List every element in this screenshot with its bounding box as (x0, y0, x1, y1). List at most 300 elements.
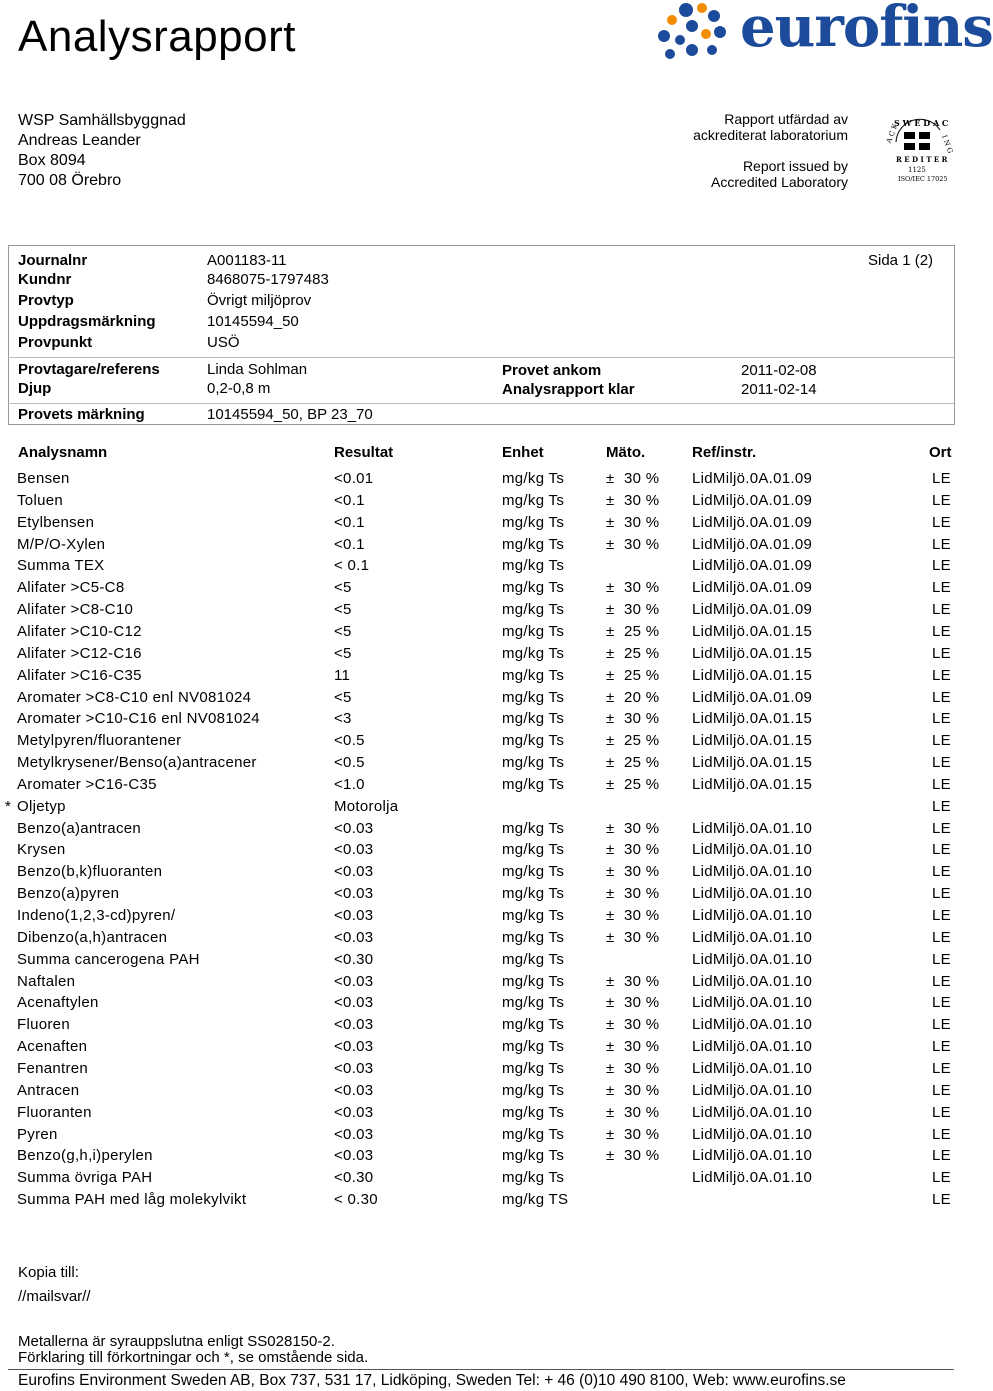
col-header-mato: Mäto. (606, 444, 646, 461)
table-row (0, 579, 960, 601)
cell-ort: LE (932, 1059, 951, 1077)
cell-pct: 30 % (624, 1081, 660, 1099)
journalnr-label: Journalnr (18, 252, 88, 269)
issued-line: Rapport utfärdad av (724, 111, 848, 127)
table-row (0, 1169, 960, 1191)
cell-pct: 30 % (624, 885, 660, 903)
cell-pct: 30 % (624, 972, 660, 990)
cell-result: <0.1 (334, 535, 365, 553)
cell-ref: LidMiljö.0A.01.10 (692, 819, 813, 837)
company-info: Eurofins Environment Sweden AB, Box 737, 531 17, Lidköping, Sweden Tel: + 46 (0)10 490 8100, Web: www.eurofins.se (18, 1372, 846, 1389)
cell-unit: mg/kg Ts (502, 754, 565, 772)
recipient-line: WSP Samhällsbyggnad (18, 112, 186, 129)
kundnr-label: Kundnr (18, 271, 72, 288)
cell-unit: mg/kg Ts (502, 950, 565, 968)
cell-ort: LE (932, 1016, 951, 1034)
cell-pm: ± (606, 688, 615, 706)
cell-pct: 30 % (624, 994, 660, 1012)
cell-unit: mg/kg Ts (502, 644, 565, 662)
cell-name: Acenaftylen (17, 994, 99, 1012)
swedac-standard: ISO/IEC 17025 (898, 175, 948, 183)
table-row (0, 1082, 960, 1104)
cell-name: Metylpyren/fluorantener (17, 732, 182, 750)
cell-pm: ± (606, 754, 615, 772)
cell-name: Summa övriga PAH (17, 1169, 153, 1187)
cell-pct: 30 % (624, 1125, 660, 1143)
klar-label: Analysrapport klar (502, 381, 635, 398)
cell-ref: LidMiljö.0A.01.10 (692, 907, 813, 924)
table-row (0, 1126, 960, 1148)
cell-result: <0.1 (334, 491, 365, 509)
cell-name: Acenaften (17, 1038, 88, 1056)
cell-ort: LE (932, 928, 951, 946)
cell-result: <0.03 (334, 885, 374, 903)
cell-ort: LE (932, 1191, 951, 1209)
cell-name: Fluoren (17, 1016, 70, 1034)
cell-pct: 30 % (624, 907, 660, 924)
cell-unit: mg/kg Ts (502, 863, 565, 881)
cell-pct: 30 % (624, 928, 660, 946)
cell-pm: ± (606, 491, 615, 509)
cell-ort: LE (932, 797, 951, 815)
table-row (0, 667, 960, 689)
cell-result: Motorolja (334, 797, 399, 815)
cell-ort: LE (932, 688, 951, 706)
cell-name: Fenantren (17, 1059, 89, 1077)
cell-result: <0.03 (334, 1081, 374, 1099)
cell-unit: mg/kg Ts (502, 1016, 565, 1034)
cell-pm: ± (606, 819, 615, 837)
cell-ref: LidMiljö.0A.01.15 (692, 732, 813, 750)
cell-ort: LE (932, 775, 951, 793)
cell-ref: LidMiljö.0A.01.10 (692, 972, 813, 990)
cell-result: <5 (334, 688, 352, 706)
cell-unit: mg/kg Ts (502, 666, 565, 684)
cell-ref: LidMiljö.0A.01.09 (692, 688, 813, 706)
cell-ref: LidMiljö.0A.01.09 (692, 579, 813, 597)
cell-name: Aromater >C8-C10 enl NV081024 (17, 688, 252, 706)
cell-pm: ± (606, 885, 615, 903)
provtagare-value: Linda Sohlman (207, 361, 308, 378)
cell-pct: 25 % (624, 666, 660, 684)
recipient-line: Box 8094 (18, 152, 86, 169)
table-row (0, 1104, 960, 1126)
cell-ort: LE (932, 754, 951, 772)
cell-ref: LidMiljö.0A.01.10 (692, 950, 813, 968)
cell-result: <3 (334, 710, 352, 728)
report-title: Analysrapport (18, 12, 296, 61)
kopia-value: //mailsvar// (18, 1288, 91, 1305)
provtyp-value: Övrigt miljöprov (207, 292, 312, 309)
cell-result: <0.03 (334, 1038, 374, 1056)
info-box (8, 245, 955, 425)
cell-ref: LidMiljö.0A.01.09 (692, 535, 813, 553)
cell-result: <0.5 (334, 732, 365, 750)
cell-result: <0.03 (334, 928, 374, 946)
table-row (0, 907, 960, 929)
cell-pct: 30 % (624, 535, 660, 553)
cell-result: <5 (334, 579, 352, 597)
cell-pct: 30 % (624, 1016, 660, 1034)
cell-pct: 30 % (624, 1147, 660, 1165)
cell-unit: mg/kg Ts (502, 928, 565, 946)
recipient-address (18, 111, 186, 191)
cell-pm: ± (606, 1147, 615, 1165)
cell-pct: 25 % (624, 754, 660, 772)
cell-unit: mg/kg Ts (502, 972, 565, 990)
table-row (0, 863, 960, 885)
table-row (0, 841, 960, 863)
cell-name: Summa TEX (17, 557, 105, 575)
cell-name: Krysen (17, 841, 66, 859)
cell-result: < 0.30 (334, 1191, 378, 1209)
cell-name: Pyren (17, 1125, 58, 1143)
cell-pm: ± (606, 928, 615, 946)
cell-unit: mg/kg Ts (502, 601, 565, 619)
cell-pct: 20 % (624, 688, 660, 706)
cell-ref: LidMiljö.0A.01.10 (692, 1081, 813, 1099)
cell-name: Etylbensen (17, 513, 95, 531)
cell-result: <0.03 (334, 972, 374, 990)
note-metals: Metallerna är syrauppslutna enligt SS028150-2. (18, 1333, 335, 1350)
cell-pm: ± (606, 579, 615, 597)
cell-name: Alifater >C12-C16 (17, 644, 142, 662)
cell-ort: LE (932, 666, 951, 684)
table-row (0, 645, 960, 667)
cell-pct: 25 % (624, 644, 660, 662)
table-row (0, 601, 960, 623)
table-row (0, 732, 960, 754)
cell-unit: mg/kg Ts (502, 579, 565, 597)
cell-name: Toluen (17, 491, 64, 509)
cell-name: Benzo(g,h,i)perylen (17, 1147, 153, 1165)
cell-pm: ± (606, 841, 615, 859)
cell-pm: ± (606, 666, 615, 684)
cell-ort: LE (932, 513, 951, 531)
table-row (0, 623, 960, 645)
cell-unit: mg/kg Ts (502, 557, 565, 575)
cell-result: <1.0 (334, 775, 365, 793)
table-row (0, 492, 960, 514)
cell-pm: ± (606, 1038, 615, 1056)
cell-result: <0.03 (334, 841, 374, 859)
cell-ort: LE (932, 841, 951, 859)
cell-name: Summa cancerogena PAH (17, 950, 200, 968)
cell-ref: LidMiljö.0A.01.09 (692, 513, 813, 531)
cell-ref: LidMiljö.0A.01.15 (692, 775, 813, 793)
cell-result: <0.03 (334, 994, 374, 1012)
cell-unit: mg/kg Ts (502, 1169, 565, 1187)
cell-star: * (5, 797, 12, 815)
cell-ort: LE (932, 885, 951, 903)
cell-ref: LidMiljö.0A.01.10 (692, 863, 813, 881)
cell-ref: LidMiljö.0A.01.10 (692, 1059, 813, 1077)
cell-pct: 25 % (624, 775, 660, 793)
cell-pm: ± (606, 535, 615, 553)
eurofins-dots-icon (656, 0, 740, 66)
cell-pct: 30 % (624, 601, 660, 619)
cell-pm: ± (606, 601, 615, 619)
cell-pct: 25 % (624, 732, 660, 750)
cell-pm: ± (606, 1081, 615, 1099)
cell-ref: LidMiljö.0A.01.09 (692, 470, 813, 487)
cell-unit: mg/kg Ts (502, 841, 565, 859)
cell-result: < 0.1 (334, 557, 370, 575)
cell-name: Antracen (17, 1081, 80, 1099)
provtagare-label: Provtagare/referens (18, 361, 160, 378)
cell-pm: ± (606, 644, 615, 662)
table-row (0, 536, 960, 558)
cell-name: Aromater >C10-C16 enl NV081024 (17, 710, 260, 728)
cell-unit: mg/kg Ts (502, 907, 565, 924)
col-header-unit: Enhet (502, 444, 544, 461)
cell-unit: mg/kg Ts (502, 535, 565, 553)
cell-ort: LE (932, 950, 951, 968)
cell-ort: LE (932, 644, 951, 662)
issued-line: Report issued by (742, 158, 848, 174)
table-row (0, 885, 960, 907)
cell-ort: LE (932, 732, 951, 750)
cell-unit: mg/kg Ts (502, 994, 565, 1012)
cell-name: Oljetyp (17, 797, 66, 815)
cell-pm: ± (606, 1125, 615, 1143)
cell-result: <0.1 (334, 513, 365, 531)
cell-result: <0.03 (334, 819, 374, 837)
cell-pm: ± (606, 775, 615, 793)
table-row (0, 1191, 960, 1213)
cell-ref: LidMiljö.0A.01.10 (692, 1038, 813, 1056)
cell-result: <0.03 (334, 1059, 374, 1077)
uppdrag-label: Uppdragsmärkning (18, 313, 156, 330)
cell-name: Benzo(a)pyren (17, 885, 120, 903)
swedac-seal (884, 106, 955, 186)
cell-result: <0.03 (334, 907, 374, 924)
cell-pm: ± (606, 907, 615, 924)
cell-pm: ± (606, 710, 615, 728)
cell-pct: 30 % (624, 1038, 660, 1056)
col-header-name: Analysnamn (18, 444, 108, 461)
cell-result: 11 (334, 666, 351, 684)
klar-value: 2011-02-14 (741, 381, 817, 398)
cell-unit: mg/kg Ts (502, 1125, 565, 1143)
cell-ref: LidMiljö.0A.01.15 (692, 666, 813, 684)
table-row (0, 820, 960, 842)
footer-divider (8, 1369, 954, 1370)
ankom-value: 2011-02-08 (741, 362, 817, 379)
table-row (0, 951, 960, 973)
table-row (0, 1016, 960, 1038)
cell-ort: LE (932, 579, 951, 597)
cell-ort: LE (932, 601, 951, 619)
journalnr-value: A001183-11 (207, 252, 287, 269)
cell-ort: LE (932, 1103, 951, 1121)
info-divider (8, 357, 954, 358)
provtyp-label: Provtyp (18, 292, 74, 309)
cell-pct: 25 % (624, 622, 660, 640)
kopia-label: Kopia till: (18, 1264, 79, 1281)
recipient-line: Andreas Leander (18, 132, 141, 149)
cell-ref: LidMiljö.0A.01.09 (692, 557, 813, 575)
cell-ref: LidMiljö.0A.01.15 (692, 754, 813, 772)
cell-ref: LidMiljö.0A.01.10 (692, 885, 813, 903)
cell-result: <0.30 (334, 1169, 374, 1187)
cell-pct: 30 % (624, 819, 660, 837)
svg-text:A C K: A C K (884, 122, 900, 145)
cell-pm: ± (606, 863, 615, 881)
cell-name: Fluoranten (17, 1103, 92, 1121)
table-row (0, 557, 960, 579)
cell-pct: 30 % (624, 710, 660, 728)
cell-name: M/P/O-Xylen (17, 535, 106, 553)
cell-unit: mg/kg Ts (502, 513, 565, 531)
cell-ref: LidMiljö.0A.01.10 (692, 928, 813, 946)
table-row (0, 776, 960, 798)
cell-name: Indeno(1,2,3-cd)pyren/ (17, 907, 176, 924)
cell-pct: 30 % (624, 491, 660, 509)
eurofins-wordmark: eurofins (740, 0, 993, 60)
provpunkt-label: Provpunkt (18, 334, 93, 351)
cell-unit: mg/kg Ts (502, 1059, 565, 1077)
djup-value: 0,2-0,8 m (207, 380, 271, 397)
cell-ref: LidMiljö.0A.01.15 (692, 622, 813, 640)
cell-result: <5 (334, 601, 352, 619)
issued-line: ackrediterat laboratorium (693, 127, 848, 143)
table-row (0, 1060, 960, 1082)
table-row (0, 1038, 960, 1060)
issued-line: Accredited Laboratory (711, 174, 848, 190)
cell-pm: ± (606, 1016, 615, 1034)
cell-result: <5 (334, 644, 352, 662)
cell-pm: ± (606, 622, 615, 640)
cell-pct: 30 % (624, 470, 660, 487)
cell-unit: mg/kg Ts (502, 819, 565, 837)
swedac-icon (884, 106, 955, 186)
cell-result: <0.01 (334, 470, 374, 487)
ankom-label: Provet ankom (502, 362, 602, 379)
note-abbreviations: Förklaring till förkortningar och *, se omstående sida. (18, 1349, 369, 1366)
cell-unit: mg/kg Ts (502, 622, 565, 640)
cell-unit: mg/kg Ts (502, 1147, 565, 1165)
cell-result: <0.30 (334, 950, 374, 968)
cell-pct: 30 % (624, 841, 660, 859)
cell-name: Dibenzo(a,h)antracen (17, 928, 168, 946)
cell-name: Metylkrysener/Benso(a)antracener (17, 754, 257, 772)
cell-ort: LE (932, 1081, 951, 1099)
cell-name: Alifater >C8-C10 (17, 601, 134, 619)
cell-ort: LE (932, 470, 951, 487)
cell-unit: mg/kg Ts (502, 1038, 565, 1056)
eurofins-logo (656, 0, 993, 66)
svg-text:R E D I T E R: R E D I T E R (896, 155, 948, 164)
col-header-result: Resultat (334, 444, 394, 461)
issued-by (640, 111, 848, 190)
cell-name: Aromater >C16-C35 (17, 775, 157, 793)
cell-pct: 30 % (624, 513, 660, 531)
kundnr-value: 8468075-1797483 (207, 271, 329, 288)
cell-pct: 30 % (624, 1059, 660, 1077)
cell-unit: mg/kg Ts (502, 470, 565, 487)
provpunkt-value: USÖ (207, 334, 240, 351)
cell-ref: LidMiljö.0A.01.10 (692, 1147, 813, 1165)
cell-unit: mg/kg Ts (502, 732, 565, 750)
cell-name: Summa PAH med låg molekylvikt (17, 1191, 247, 1209)
cell-ref: LidMiljö.0A.01.10 (692, 1016, 813, 1034)
table-row (0, 754, 960, 776)
cell-ort: LE (932, 972, 951, 990)
uppdrag-value: 10145594_50 (207, 313, 299, 330)
cell-pm: ± (606, 470, 615, 487)
cell-ref: LidMiljö.0A.01.10 (692, 1125, 813, 1143)
cell-ort: LE (932, 491, 951, 509)
cell-unit: mg/kg Ts (502, 1103, 565, 1121)
cell-unit: mg/kg Ts (502, 1081, 565, 1099)
cell-pm: ± (606, 994, 615, 1012)
cell-ort: LE (932, 535, 951, 553)
table-row (0, 514, 960, 536)
cell-ref: LidMiljö.0A.01.09 (692, 601, 813, 619)
cell-ort: LE (932, 1147, 951, 1165)
cell-ort: LE (932, 863, 951, 881)
cell-pm: ± (606, 972, 615, 990)
cell-result: <0.03 (334, 1103, 374, 1121)
cell-ref: LidMiljö.0A.01.10 (692, 841, 813, 859)
cell-ref: LidMiljö.0A.01.15 (692, 710, 813, 728)
cell-unit: mg/kg Ts (502, 491, 565, 509)
table-row (0, 973, 960, 995)
cell-unit: mg/kg Ts (502, 688, 565, 706)
cell-ref: LidMiljö.0A.01.10 (692, 1169, 813, 1187)
table-row (0, 929, 960, 951)
table-row (0, 470, 960, 492)
cell-ref: LidMiljö.0A.01.15 (692, 644, 813, 662)
cell-ort: LE (932, 1038, 951, 1056)
cell-pm: ± (606, 1059, 615, 1077)
cell-ort: LE (932, 907, 951, 924)
cell-pm: ± (606, 513, 615, 531)
col-header-ort: Ort (929, 444, 952, 461)
cell-name: Alifater >C10-C12 (17, 622, 142, 640)
cell-name: Alifater >C16-C35 (17, 666, 142, 684)
cell-result: <5 (334, 622, 352, 640)
table-row (0, 798, 960, 820)
cell-name: Alifater >C5-C8 (17, 579, 125, 597)
cell-ref: LidMiljö.0A.01.10 (692, 1103, 813, 1121)
cell-ort: LE (932, 994, 951, 1012)
cell-ref: LidMiljö.0A.01.10 (692, 994, 813, 1012)
cell-name: Naftalen (17, 972, 76, 990)
recipient-line: 700 08 Örebro (18, 172, 122, 189)
cell-pm: ± (606, 1103, 615, 1121)
table-row (0, 1147, 960, 1169)
cell-name: Bensen (17, 470, 70, 487)
cell-pct: 30 % (624, 863, 660, 881)
cell-result: <0.5 (334, 754, 365, 772)
cell-ort: LE (932, 557, 951, 575)
cell-pct: 30 % (624, 1103, 660, 1121)
cell-ref: LidMiljö.0A.01.09 (692, 491, 813, 509)
cell-ort: LE (932, 819, 951, 837)
cell-result: <0.03 (334, 1125, 374, 1143)
col-header-ref: Ref/instr. (692, 444, 757, 461)
table-row (0, 689, 960, 711)
svg-text:S W E D A C: S W E D A C (894, 118, 949, 128)
cell-pm: ± (606, 732, 615, 750)
table-row (0, 994, 960, 1016)
cell-ort: LE (932, 1169, 951, 1187)
cell-unit: mg/kg TS (502, 1191, 569, 1209)
cell-name: Benzo(a)antracen (17, 819, 142, 837)
cell-ort: LE (932, 1125, 951, 1143)
